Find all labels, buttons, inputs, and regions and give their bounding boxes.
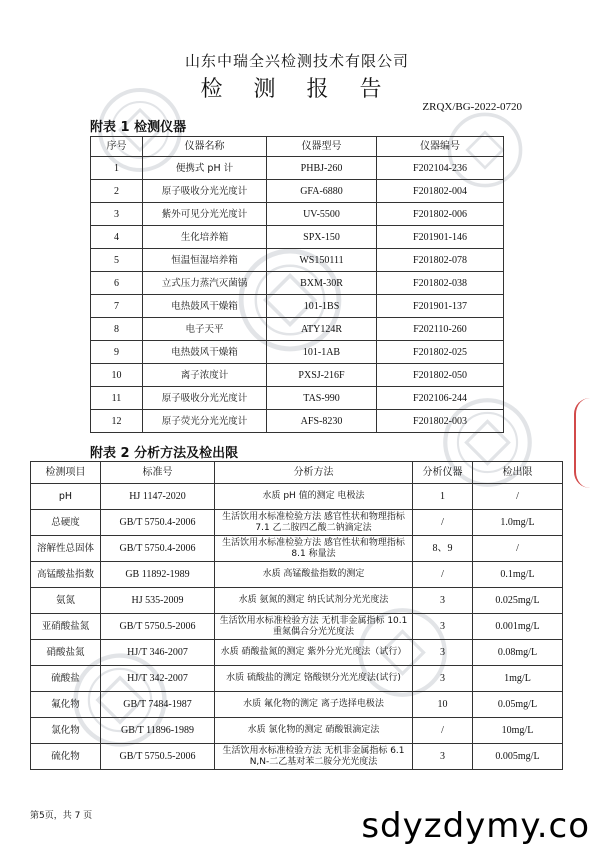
table-cell: 生活饮用水标准检验方法 感官性状和物理指标 8.1 称量法 xyxy=(215,536,413,562)
watermark-text: sdyzdymy.co xyxy=(361,806,590,846)
table-cell: 原子吸收分光光度计 xyxy=(143,180,267,203)
table-cell: 0.001mg/L xyxy=(473,614,563,640)
table-cell: F201901-146 xyxy=(377,226,504,249)
section-title-methods: 附表 2 分析方法及检出限 xyxy=(90,446,239,461)
column-header: 仪器编号 xyxy=(377,137,504,157)
table-cell: TAS-990 xyxy=(267,387,377,410)
column-header: 序号 xyxy=(91,137,143,157)
table-row xyxy=(31,692,563,718)
table-row xyxy=(31,718,563,744)
table-row xyxy=(31,588,563,614)
table-row xyxy=(91,272,504,295)
table-cell: 101-1BS xyxy=(267,295,377,318)
table-cell: 恒温恒湿培养箱 xyxy=(143,249,267,272)
table-cell: 氨氮 xyxy=(31,588,101,614)
section-title-instruments: 附表 1 检测仪器 xyxy=(90,120,187,135)
table-cell: HJ/T 342-2007 xyxy=(101,666,215,692)
table-cell: PXSJ-216F xyxy=(267,364,377,387)
table-cell: 1mg/L xyxy=(473,666,563,692)
table-cell: 0.005mg/L xyxy=(473,744,563,770)
table-row xyxy=(91,203,504,226)
table-cell: F201802-078 xyxy=(377,249,504,272)
table-cell: 1 xyxy=(91,157,143,180)
table-cell: 便携式 pH 计 xyxy=(143,157,267,180)
table-cell: GB/T 5750.4-2006 xyxy=(101,536,215,562)
table-cell: 3 xyxy=(413,614,473,640)
table-row xyxy=(91,157,504,180)
table-cell: 水质 氨氮的测定 纳氏试剂分光光度法 xyxy=(215,588,413,614)
method-table xyxy=(30,461,563,770)
table-cell: 硫化物 xyxy=(31,744,101,770)
table-cell: 亚硝酸盐氮 xyxy=(31,614,101,640)
table-cell: GFA-6880 xyxy=(267,180,377,203)
table-cell: GB 11892-1989 xyxy=(101,562,215,588)
table-cell: 10 xyxy=(413,692,473,718)
table-cell: 水质 硫酸盐的测定 铬酸钡分光光度法(试行) xyxy=(215,666,413,692)
table-cell: 立式压力蒸汽灭菌锅 xyxy=(143,272,267,295)
table-row xyxy=(91,226,504,249)
table-cell: / xyxy=(413,718,473,744)
table-cell: 生活饮用水标准检验方法 无机非金属指标 10.1 重氮偶合分光光度法 xyxy=(215,614,413,640)
table-cell: F201802-050 xyxy=(377,364,504,387)
report-title: 检 测 报 告 xyxy=(200,77,394,102)
table-cell: HJ 535-2009 xyxy=(101,588,215,614)
table-cell: 氯化物 xyxy=(31,718,101,744)
table-cell: 紫外可见分光光度计 xyxy=(143,203,267,226)
table-cell: 8、9 xyxy=(413,536,473,562)
table-header-row xyxy=(91,137,504,157)
table-cell: 2 xyxy=(91,180,143,203)
table-cell: 原子吸收分光光度计 xyxy=(143,387,267,410)
column-header: 标准号 xyxy=(101,462,215,484)
table-row xyxy=(91,364,504,387)
table-cell: 7 xyxy=(91,295,143,318)
table-cell: 水质 氟化物的测定 离子选择电极法 xyxy=(215,692,413,718)
table-cell: 4 xyxy=(91,226,143,249)
table-cell: 3 xyxy=(413,666,473,692)
column-header: 分析方法 xyxy=(215,462,413,484)
table-cell: 电子天平 xyxy=(143,318,267,341)
table-row xyxy=(31,744,563,770)
table-row xyxy=(31,562,563,588)
table-cell: 6 xyxy=(91,272,143,295)
table-cell: 氟化物 xyxy=(31,692,101,718)
table-row xyxy=(31,614,563,640)
table-header-row xyxy=(31,462,563,484)
table-cell: GB/T 5750.5-2006 xyxy=(101,744,215,770)
table-cell: 水质 pH 值的测定 电极法 xyxy=(215,484,413,510)
table-cell: F201802-006 xyxy=(377,203,504,226)
page-number: 第5页，共 7 页 xyxy=(30,811,93,821)
column-header: 仪器名称 xyxy=(143,137,267,157)
table-cell: 0.1mg/L xyxy=(473,562,563,588)
table-cell: PHBJ-260 xyxy=(267,157,377,180)
table-cell: HJ/T 346-2007 xyxy=(101,640,215,666)
table-cell: HJ 1147-2020 xyxy=(101,484,215,510)
table-cell: F201901-137 xyxy=(377,295,504,318)
table-row xyxy=(91,387,504,410)
table-cell: ATY124R xyxy=(267,318,377,341)
report-number: ZRQX/BG-2022-0720 xyxy=(422,101,522,113)
table-row xyxy=(91,180,504,203)
table-cell: 生活饮用水标准检验方法 感官性状和物理指标 7.1 乙二胺四乙酸二钠滴定法 xyxy=(215,510,413,536)
table-cell: 生化培养箱 xyxy=(143,226,267,249)
table-cell: 0.05mg/L xyxy=(473,692,563,718)
table-row xyxy=(91,410,504,433)
table-cell: 电热鼓风干燥箱 xyxy=(143,295,267,318)
table-cell: 原子荧光分光光度计 xyxy=(143,410,267,433)
table-cell: F201802-004 xyxy=(377,180,504,203)
table-cell: F202106-244 xyxy=(377,387,504,410)
table-cell: GB/T 5750.5-2006 xyxy=(101,614,215,640)
table-cell: 9 xyxy=(91,341,143,364)
table-cell: 11 xyxy=(91,387,143,410)
company-name: 山东中瑞全兴检测技术有限公司 xyxy=(184,52,409,70)
table-cell: 0.025mg/L xyxy=(473,588,563,614)
table-cell: 离子浓度计 xyxy=(143,364,267,387)
table-cell: F201802-038 xyxy=(377,272,504,295)
table-cell: 水质 硝酸盐氮的测定 紫外分光光度法（试行） xyxy=(215,640,413,666)
table-cell: 水质 高锰酸盐指数的测定 xyxy=(215,562,413,588)
table-cell: 1.0mg/L xyxy=(473,510,563,536)
table-cell: 3 xyxy=(413,588,473,614)
table-cell: 0.08mg/L xyxy=(473,640,563,666)
table-row xyxy=(31,484,563,510)
table-cell: 1 xyxy=(413,484,473,510)
table-cell: 10mg/L xyxy=(473,718,563,744)
table-cell: pH xyxy=(31,484,101,510)
table-cell: GB/T 5750.4-2006 xyxy=(101,510,215,536)
table-row xyxy=(31,510,563,536)
table-cell: 8 xyxy=(91,318,143,341)
table-cell: F202104-236 xyxy=(377,157,504,180)
table-cell: 生活饮用水标准检验方法 无机非金属指标 6.1 N,N-二乙基对苯二胺分光光度法 xyxy=(215,744,413,770)
table-row xyxy=(91,341,504,364)
table-cell: SPX-150 xyxy=(267,226,377,249)
table-cell: 3 xyxy=(413,640,473,666)
table-cell: F202110-260 xyxy=(377,318,504,341)
table-row xyxy=(91,249,504,272)
instrument-table xyxy=(90,136,504,433)
table-cell: F201802-025 xyxy=(377,341,504,364)
table-cell: 硝酸盐氮 xyxy=(31,640,101,666)
table-cell: 3 xyxy=(91,203,143,226)
column-header: 仪器型号 xyxy=(267,137,377,157)
table-row xyxy=(31,666,563,692)
table-cell: WS150111 xyxy=(267,249,377,272)
table-cell: GB/T 11896-1989 xyxy=(101,718,215,744)
column-header: 检出限 xyxy=(473,462,563,484)
table-cell: AFS-8230 xyxy=(267,410,377,433)
table-cell: 水质 氯化物的测定 硝酸银滴定法 xyxy=(215,718,413,744)
table-row xyxy=(31,536,563,562)
table-cell: / xyxy=(413,562,473,588)
table-cell: UV-5500 xyxy=(267,203,377,226)
table-row xyxy=(31,640,563,666)
table-cell: / xyxy=(413,510,473,536)
column-header: 检测项目 xyxy=(31,462,101,484)
table-cell: 10 xyxy=(91,364,143,387)
table-cell: / xyxy=(473,536,563,562)
table-cell: 3 xyxy=(413,744,473,770)
table-cell: 总硬度 xyxy=(31,510,101,536)
table-cell: BXM-30R xyxy=(267,272,377,295)
table-cell: F201802-003 xyxy=(377,410,504,433)
table-cell: 硫酸盐 xyxy=(31,666,101,692)
table-cell: 电热鼓风干燥箱 xyxy=(143,341,267,364)
table-cell: 101-1AB xyxy=(267,341,377,364)
table-cell: / xyxy=(473,484,563,510)
seal-edge xyxy=(574,398,590,488)
table-cell: 高锰酸盐指数 xyxy=(31,562,101,588)
table-cell: GB/T 7484-1987 xyxy=(101,692,215,718)
table-row xyxy=(91,318,504,341)
table-row xyxy=(91,295,504,318)
column-header: 分析仪器 xyxy=(413,462,473,484)
table-cell: 5 xyxy=(91,249,143,272)
table-cell: 12 xyxy=(91,410,143,433)
table-cell: 溶解性总固体 xyxy=(31,536,101,562)
